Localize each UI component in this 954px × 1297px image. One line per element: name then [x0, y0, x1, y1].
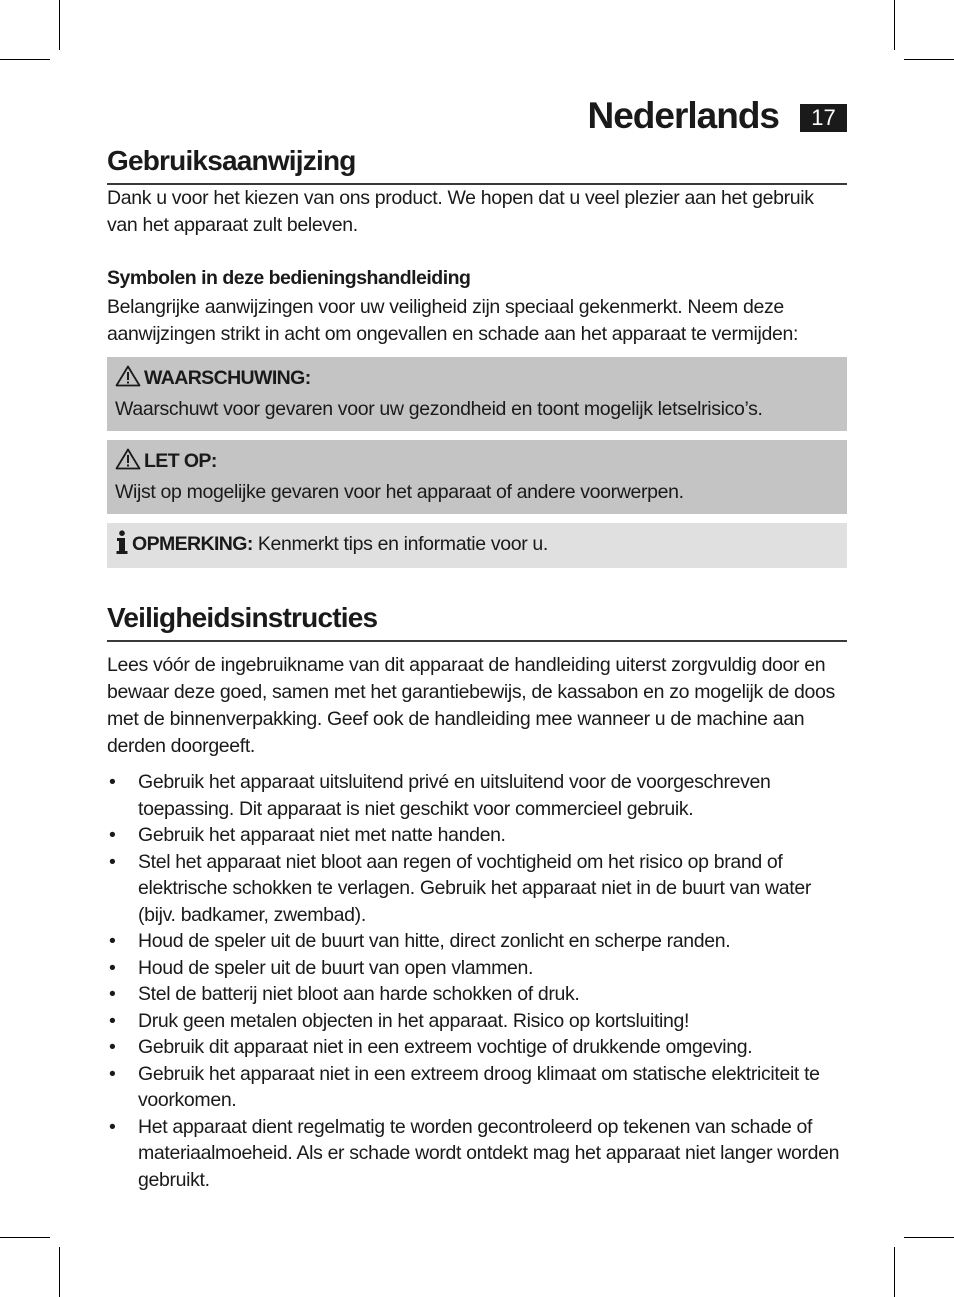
list-item: • Druk geen metalen objecten in het apparaat. Risico op kortsluiting! — [107, 1008, 847, 1035]
crop-mark — [59, 0, 60, 50]
info-icon — [115, 530, 129, 562]
bullet-icon: • — [109, 850, 116, 873]
safety-section — [107, 602, 847, 1193]
warning-box — [107, 357, 847, 431]
list-item: • Stel de batterij niet bloot aan harde schokken of druk. — [107, 981, 847, 1008]
bullet-icon: • — [109, 1036, 116, 1058]
bullet-icon: • — [109, 983, 116, 1005]
crop-mark — [0, 1237, 50, 1238]
list-item: • Gebruik dit apparaat niet in een extreem vochtige of drukkende omgeving. — [107, 1034, 847, 1061]
bullet-icon: • — [109, 956, 116, 979]
crop-mark — [0, 59, 50, 60]
safety-intro: Lees vóór de ingebruikname van dit apparaat de handleiding uiterst zorgvuldig door en bewaar deze goed, samen met het garantiebewijs, de kassabon en zo mogelijk de doos met de binnenverpakking. Geef ook de handleiding mee wanneer u de machine aan derden doorgeeft. — [107, 654, 835, 757]
page-number: 17 — [800, 104, 847, 132]
list-item: • Gebruik het apparaat uitsluitend privé en uitsluitend voor de voorgeschreven toepassing. Dit apparaat is niet geschikt voor commercieel gebruik. — [109, 771, 771, 820]
note-label: OPMERKING: — [132, 533, 253, 555]
symbols-text: Belangrijke aanwijzingen voor uw veiligheid zijn speciaal gekenmerkt. Neem deze aanwijzingen strikt in acht om ongevallen en schade aan het apparaat te vermijden: — [107, 296, 799, 345]
crop-mark — [894, 0, 895, 50]
section-title-instructions: Gebruiksaanwijzing — [107, 145, 847, 185]
list-item: • Gebruik het apparaat niet in een extreem droog klimaat om statische elektriciteit te voorkomen. — [109, 1062, 820, 1111]
caution-text: Wijst op mogelijke gevaren voor het apparaat of andere voorwerpen. — [115, 481, 684, 503]
bullet-icon: • — [109, 1062, 116, 1085]
note-box — [107, 523, 847, 568]
manual-page — [107, 95, 847, 1193]
bullet-icon: • — [109, 1115, 116, 1138]
bullet-icon: • — [109, 824, 116, 846]
crop-mark — [59, 1247, 60, 1297]
list-item: • Houd de speler uit de buurt van open vlammen. — [107, 955, 847, 982]
safety-list — [107, 769, 847, 1193]
caution-box — [107, 440, 847, 514]
crop-mark — [904, 59, 954, 60]
language-title: Nederlands — [587, 95, 779, 136]
intro-section — [107, 145, 847, 568]
list-item: • Houd de speler uit de buurt van hitte, direct zonlicht en scherpe randen. — [107, 928, 847, 955]
language-header — [107, 95, 847, 145]
crop-mark — [894, 1247, 895, 1297]
warning-label: WAARSCHUWING: — [144, 367, 311, 389]
warning-text: Waarschuwt voor gevaren voor uw gezondheid en toont mogelijk letselrisico’s. — [115, 398, 763, 420]
warning-triangle-icon — [115, 448, 141, 478]
section-title-safety: Veiligheidsinstructies — [107, 602, 847, 642]
intro-text: Dank u voor het kiezen van ons product. We hopen dat u veel plezier aan het gebruik van het apparaat zult beleven. — [107, 187, 814, 236]
warning-triangle-icon — [115, 365, 141, 395]
list-item: • Het apparaat dient regelmatig te worden gecontroleerd op tekenen van schade of materiaalmoeheid. Als er schade wordt ontdekt mag het apparaat niet langer worden gebruikt. — [109, 1115, 840, 1191]
symbols-title: Symbolen in deze bedieningshandleiding — [107, 267, 471, 289]
bullet-icon: • — [109, 771, 116, 793]
note-text: Kenmerkt tips en informatie voor u. — [257, 533, 548, 555]
bullet-icon: • — [109, 1009, 116, 1032]
caution-label: LET OP: — [144, 450, 217, 472]
list-item: • Stel het apparaat niet bloot aan regen of vochtigheid om het risico op brand of elektrische schokken te verlagen. Gebruik het apparaat niet in de buurt van water (bijv. badkamer, zwembad). — [109, 850, 811, 926]
list-item: • Gebruik het apparaat niet met natte handen. — [107, 822, 847, 849]
crop-mark — [904, 1237, 954, 1238]
bullet-icon: • — [109, 930, 116, 952]
